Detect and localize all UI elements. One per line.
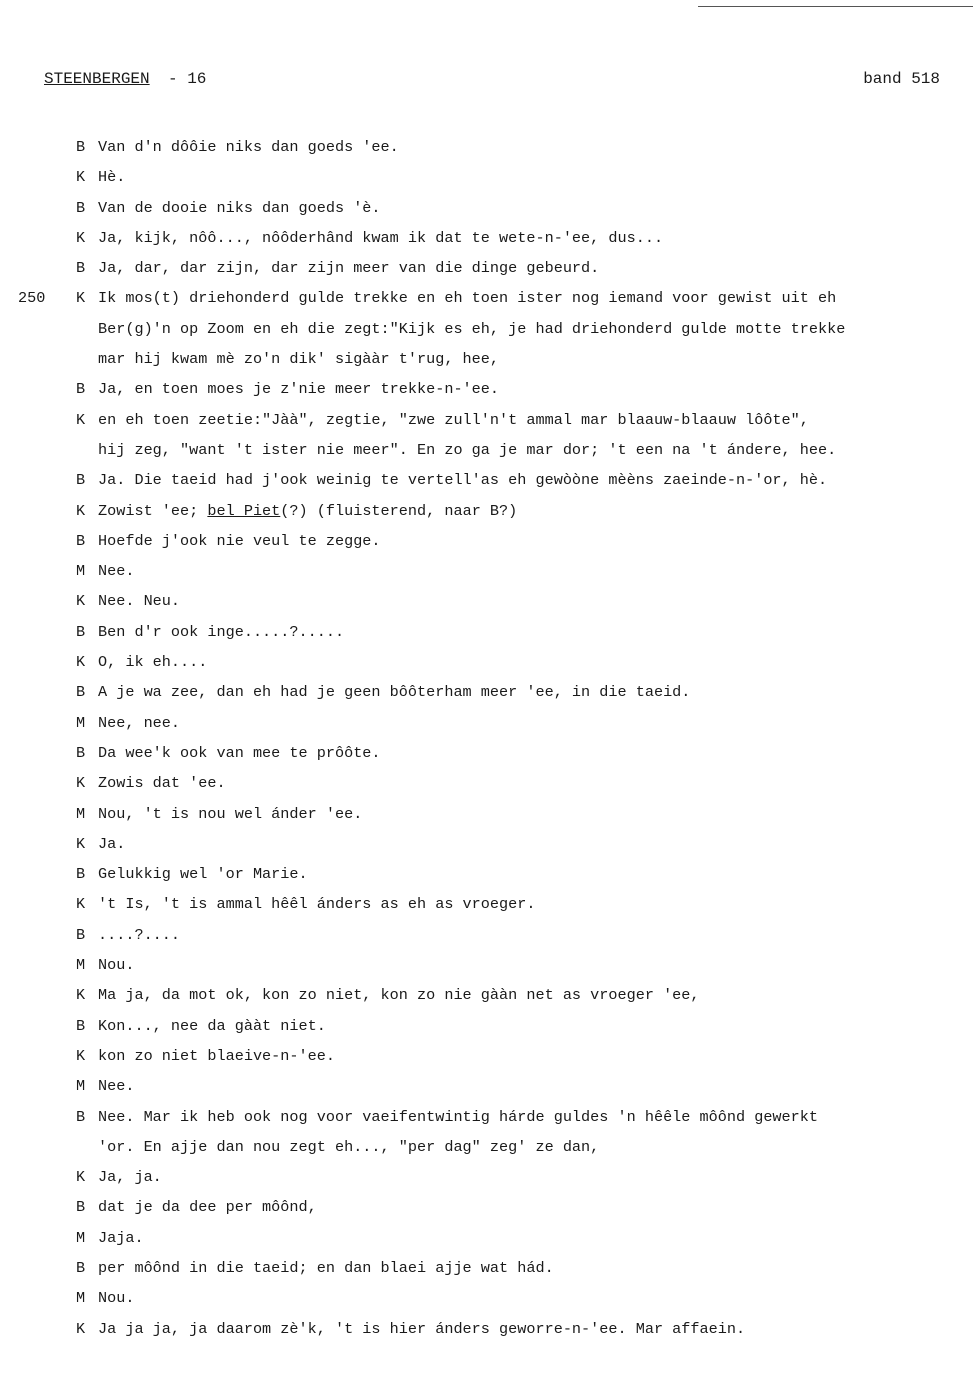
utterance-text: Nou, 't is nou wel ánder 'ee. [98, 804, 363, 823]
transcript-line [0, 1041, 973, 1071]
utterance-text: Zowis dat 'ee. [98, 774, 226, 793]
transcript-line [0, 465, 973, 495]
transcript-line [0, 980, 973, 1010]
utterance-text: Nee. [98, 1077, 135, 1096]
speaker-label: B [76, 259, 86, 278]
page-number: - 16 [168, 70, 207, 88]
speaker-label: M [76, 713, 86, 732]
utterance-text: Gelukkig wel 'or Marie. [98, 865, 308, 884]
speaker-label: K [76, 1319, 86, 1338]
transcript-line [0, 223, 973, 253]
utterance-text: en eh toen zeetie:"Jàà", zegtie, "zwe zull'n't ammal mar blaauw-blaauw lôôte", [98, 410, 809, 429]
line-number: 250 [18, 289, 46, 308]
transcript-line [0, 677, 973, 707]
utterance-text [98, 496, 517, 526]
speaker-label: K [76, 834, 86, 853]
utterance-part: Zowist 'ee; [98, 501, 208, 520]
utterance-text: O, ik eh.... [98, 653, 208, 672]
transcript-line [0, 950, 973, 980]
speaker-label: K [76, 289, 86, 308]
transcript-line [0, 1102, 973, 1132]
speaker-label: B [76, 683, 86, 702]
transcript-line [0, 132, 973, 162]
speaker-label: M [76, 804, 86, 823]
speaker-label: K [76, 410, 86, 429]
place-name: STEENBERGEN [44, 70, 150, 88]
speaker-label: B [76, 1258, 86, 1277]
transcript-line [0, 1011, 973, 1041]
utterance-text: Kon..., nee da gààt niet. [98, 1016, 326, 1035]
speaker-label: B [76, 380, 86, 399]
transcript-line [0, 344, 973, 374]
transcript-line [0, 496, 973, 526]
speaker-label: B [76, 1198, 86, 1217]
transcript-line [0, 859, 973, 889]
utterance-text: Jaja. [98, 1228, 144, 1247]
utterance-text: A je wa zee, dan eh had je geen bôôterham meer 'ee, in die taeid. [98, 683, 691, 702]
page-header [44, 70, 940, 96]
transcript-line [0, 617, 973, 647]
transcript-line [0, 920, 973, 950]
transcript-line [0, 708, 973, 738]
utterance-text: Da wee'k ook van mee te prôôte. [98, 743, 381, 762]
transcript-line [0, 1314, 973, 1344]
speaker-label: K [76, 774, 86, 793]
utterance-text: 't Is, 't is ammal hêêl ánders as eh as vroeger. [98, 895, 536, 914]
utterance-text: Ja. Die taeid had j'ook weinig te vertell'as eh gewòòne mèèns zaeinde-n-'or, hè. [98, 471, 828, 490]
speaker-label: K [76, 895, 86, 914]
utterance-continuation: mar hij kwam mè zo'n dik' sigààr t'rug, hee, [98, 350, 500, 369]
utterance-continuation: Ber(g)'n op Zoom en eh die zegt:"Kijk es eh, je had driehonderd gulde motte trekke [98, 319, 846, 338]
utterance-text: Ben d'r ook inge.....?..... [98, 622, 345, 641]
band-number: band 518 [863, 70, 940, 88]
utterance-text: Ja, dar, dar zijn, dar zijn meer van die dinge gebeurd. [98, 259, 600, 278]
transcript-line [0, 829, 973, 859]
utterance-text: Nee. Neu. [98, 592, 181, 611]
utterance-text: Hè. [98, 168, 126, 187]
utterance-text: Ja, en toen moes je z'nie meer trekke-n-'ee. [98, 380, 500, 399]
utterance-continuation: 'or. En ajje dan nou zegt eh..., "per dag" zeg' ze dan, [98, 1137, 600, 1156]
transcript-line [0, 1071, 973, 1101]
transcript-line [0, 162, 973, 192]
speaker-label: K [76, 501, 86, 520]
transcript-line [0, 405, 973, 435]
utterance-text: Nou. [98, 1289, 135, 1308]
speaker-label: K [76, 592, 86, 611]
utterance-text: Ma ja, da mot ok, kon zo niet, kon zo nie gààn net as vroeger 'ee, [98, 986, 700, 1005]
utterance-text: Nee. [98, 562, 135, 581]
speaker-label: K [76, 168, 86, 187]
underlined-phrase: bel Piet [207, 501, 281, 520]
utterance-text: ....?.... [98, 925, 181, 944]
transcript-lines [0, 132, 973, 1344]
transcript-line [0, 1253, 973, 1283]
speaker-label: B [76, 1016, 86, 1035]
transcript-line [0, 435, 973, 465]
speaker-label: B [76, 622, 86, 641]
speaker-label: B [76, 743, 86, 762]
transcript-line [0, 799, 973, 829]
utterance-text: kon zo niet blaeive-n-'ee. [98, 1046, 335, 1065]
utterance-text: Nee. Mar ik heb ook nog voor vaeifentwintig hárde guldes 'n hêêle môônd gewerkt [98, 1107, 819, 1126]
transcript-line [0, 193, 973, 223]
speaker-label: M [76, 956, 86, 975]
transcript-line [0, 1162, 973, 1192]
speaker-label: K [76, 653, 86, 672]
utterance-text: Ja. [98, 834, 126, 853]
speaker-label: M [76, 1077, 86, 1096]
speaker-label: K [76, 1046, 86, 1065]
speaker-label: K [76, 228, 86, 247]
utterance-continuation: hij zeg, "want 't ister nie meer". En zo ga je mar dor; 't een na 't ándere, hee. [98, 440, 837, 459]
utterance-text: Nee, nee. [98, 713, 181, 732]
transcript-line [0, 253, 973, 283]
transcript-line [0, 738, 973, 768]
transcript-line [0, 1283, 973, 1313]
transcript-line [0, 283, 973, 313]
speaker-label: B [76, 531, 86, 550]
speaker-label: B [76, 1107, 86, 1126]
speaker-label: B [76, 471, 86, 490]
speaker-label: B [76, 138, 86, 156]
top-rule [698, 6, 973, 7]
transcript-line [0, 586, 973, 616]
utterance-text: Ik mos(t) driehonderd gulde trekke en eh toen ister nog iemand voor gewist uit eh [98, 289, 837, 308]
utterance-text: Ja ja ja, ja daarom zè'k, 't is hier ánders geworre-n-'ee. Mar affaein. [98, 1319, 746, 1338]
utterance-text: Van d'n dôôie niks dan goeds 'ee. [98, 138, 399, 156]
speaker-label: B [76, 198, 86, 217]
transcript-line [0, 1132, 973, 1162]
transcript-line [0, 1192, 973, 1222]
transcript-line [0, 647, 973, 677]
utterance-part: (?) (fluisterend, naar B?) [280, 501, 518, 520]
speaker-label: M [76, 1228, 86, 1247]
transcript-line [0, 314, 973, 344]
transcript-line [0, 374, 973, 404]
speaker-label: K [76, 1168, 86, 1187]
utterance-text: per môônd in die taeid; en dan blaei ajje wat hád. [98, 1258, 554, 1277]
utterance-text: Van de dooie niks dan goeds 'è. [98, 198, 381, 217]
speaker-label: M [76, 562, 86, 581]
utterance-text: Ja, kijk, nôô..., nôôderhând kwam ik dat te wete-n-'ee, dus... [98, 228, 664, 247]
utterance-text: Hoefde j'ook nie veul te zegge. [98, 531, 381, 550]
speaker-label: K [76, 986, 86, 1005]
speaker-label: B [76, 925, 86, 944]
speaker-label: M [76, 1289, 86, 1308]
transcript-line [0, 889, 973, 919]
transcript-line [0, 1223, 973, 1253]
speaker-label: B [76, 865, 86, 884]
utterance-text: Nou. [98, 956, 135, 975]
utterance-text: Ja, ja. [98, 1168, 162, 1187]
utterance-text: dat je da dee per môônd, [98, 1198, 317, 1217]
transcript-line [0, 556, 973, 586]
transcript-line [0, 526, 973, 556]
transcript-line [0, 768, 973, 798]
